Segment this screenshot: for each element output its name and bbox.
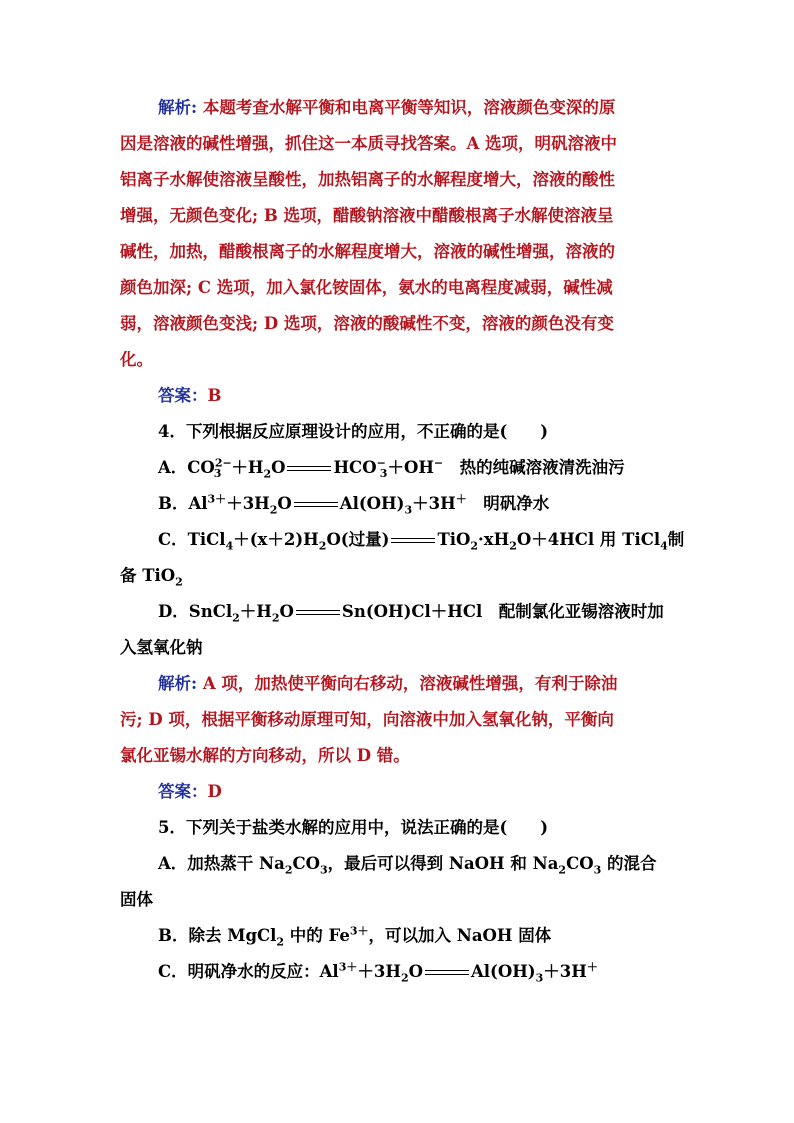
analysis-line: 碱性，加热，醋酸根离子的水解程度增大，溶液的碱性增强，溶液的 <box>120 242 615 261</box>
answer-line <box>120 774 680 810</box>
analysis-line: 氯化亚锡水解的方向移动，所以 D 错。 <box>120 746 410 765</box>
answer-line <box>120 378 680 414</box>
equilibrium-arrow <box>296 609 340 617</box>
analysis-line: 污; D 项，根据平衡移动原理可知，向溶液中加入氢氧化钠，平衡向 <box>120 710 614 729</box>
q5-option-a-cont: 固体 <box>120 890 153 909</box>
analysis-line: 颜色加深; C 选项，加入氯化铵固体，氨水的电离程度减弱，碱性减 <box>120 278 613 297</box>
analysis-text: 本题考查水解平衡和电离平衡等知识，溶液颜色变深的原 <box>202 98 616 117</box>
analysis-line: 增强，无颜色变化; B 选项，醋酸钠溶液中醋酸根离子水解使溶液呈 <box>120 206 614 225</box>
option-a: A．$CO^{2-}_3 +H_2O$ $HCO^-_3+OH^-$ 热的纯碱溶液清洗油污 <box>158 456 625 481</box>
question-stem: 4．下列根据反应原理设计的应用，不正确的是( ) <box>158 422 549 441</box>
analysis-line: 因是溶液的碱性增强，抓住这一本质寻找答案。A 选项，明矾溶液中 <box>120 134 618 153</box>
analysis-line: 解析: A 项，加热使平衡向右移动，溶液碱性增强，有利于除油 <box>158 674 618 693</box>
analysis-line <box>120 90 680 126</box>
option-c-cont: 备 TiO$_2$ <box>120 566 183 589</box>
analysis-label: 解析: <box>158 98 198 117</box>
analysis-line: 铝离子水解使溶液呈酸性，加热铝离子的水解程度增大，溶液的酸性 <box>120 170 615 189</box>
document-page <box>120 90 685 990</box>
option-d: D．$SnCl_2+H_2O$ Sn(OH)Cl＋HCl 配制氯化亚锡溶液时加 <box>158 602 664 625</box>
answer-label: 答案： <box>158 386 208 405</box>
equilibrium-arrow <box>294 501 338 509</box>
equilibrium-arrow <box>287 465 331 473</box>
answer-value: D <box>207 782 222 801</box>
q5-option-c: C．明矾净水的反应：$Al^{3+}+3H_2O$ $Al(OH)_3+3H^+$ <box>158 960 598 985</box>
equilibrium-arrow <box>425 969 469 977</box>
option-b: B．$Al^{3+}+3H_2O$ $Al(OH)_3+3H^+$ 明矾净水 <box>158 492 550 517</box>
question-stem: 5．下列关于盐类水解的应用中，说法正确的是( ) <box>158 818 549 837</box>
answer-value: B <box>207 386 222 405</box>
analysis-line: 弱，溶液颜色变浅; D 选项，溶液的酸碱性不变，溶液的颜色没有变 <box>120 314 614 333</box>
option-c: C．$TiCl_4+(x+2)H_2O$(过量) $TiO_2\cdot xH_2O+4HCl$ 用 TiCl$_4$制 <box>158 530 685 553</box>
equilibrium-arrow <box>391 537 435 545</box>
q5-option-a: A．加热蒸干 $Na_2CO_3$，最后可以得到 NaOH 和 $Na_2CO_3$ 的混合 <box>158 854 657 877</box>
q5-option-b: B．除去 MgCl$_2$ 中的 $Fe^{3+}$，可以加入 NaOH 固体 <box>158 924 552 949</box>
analysis-line: 化。 <box>120 350 153 369</box>
analysis-label: 解析: <box>158 674 198 693</box>
option-d-cont: 入氢氧化钠 <box>120 638 203 657</box>
answer-label: 答案： <box>158 782 208 801</box>
